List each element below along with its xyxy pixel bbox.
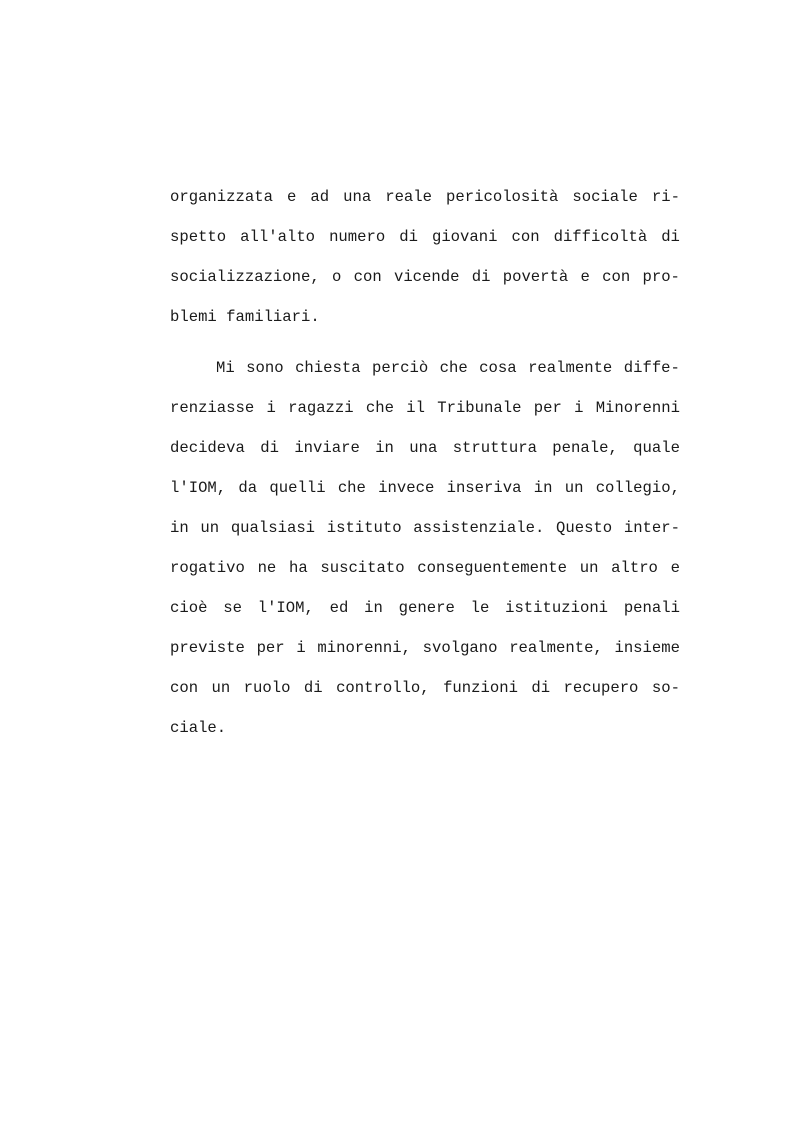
word: recupero xyxy=(563,679,639,697)
word: per xyxy=(533,399,562,417)
word: l'IOM, xyxy=(257,599,314,617)
word: ne xyxy=(257,559,277,577)
word: inseriva xyxy=(446,479,522,497)
word: in xyxy=(170,519,189,537)
word: in xyxy=(375,439,394,457)
word: spetto xyxy=(170,228,227,246)
paragraph-gap xyxy=(170,345,680,356)
text-line xyxy=(170,556,680,596)
word: con xyxy=(170,679,199,697)
word: ed xyxy=(329,599,349,617)
word: assistenziale. xyxy=(413,519,545,537)
word: renziasse xyxy=(170,399,255,417)
word: cosa xyxy=(479,359,517,377)
word: di xyxy=(303,679,323,697)
word: sono xyxy=(246,359,284,377)
word: in xyxy=(364,599,383,617)
body-text xyxy=(170,185,680,756)
text-line xyxy=(170,356,680,396)
word: perciò xyxy=(372,359,429,377)
word: una xyxy=(409,439,438,457)
word: altro xyxy=(611,559,658,577)
word: di xyxy=(471,268,491,286)
word: pro- xyxy=(642,268,680,286)
word: vicende xyxy=(393,268,460,286)
word: un xyxy=(564,479,584,497)
word: il xyxy=(406,399,425,417)
word: inviare xyxy=(294,439,360,457)
word: decideva xyxy=(170,439,245,457)
word: un xyxy=(211,679,231,697)
word: le xyxy=(470,599,490,617)
word: sociale xyxy=(572,188,638,206)
word: di xyxy=(260,439,279,457)
word: quale xyxy=(633,439,680,457)
word: i xyxy=(574,399,584,417)
word: penale, xyxy=(552,439,618,457)
word: diffe- xyxy=(623,359,680,377)
word: realmente xyxy=(528,359,613,377)
word: e xyxy=(670,559,680,577)
text-line xyxy=(170,676,680,716)
word: pericolosità xyxy=(446,188,559,206)
text-line xyxy=(170,265,680,305)
text-line xyxy=(170,185,680,225)
word: Mi xyxy=(216,359,235,377)
word: con xyxy=(602,268,631,286)
word: genere xyxy=(398,599,455,617)
word: Questo xyxy=(556,519,613,537)
word: per xyxy=(256,639,285,657)
word: ragazzi xyxy=(288,399,354,417)
word: istituto xyxy=(326,519,402,537)
word: all'alto xyxy=(240,228,316,246)
text-line xyxy=(170,636,680,676)
word: o xyxy=(332,268,342,286)
word: socializzazione, xyxy=(170,268,320,286)
word: difficoltà xyxy=(553,228,648,246)
word: realmente, xyxy=(509,639,603,657)
text-line xyxy=(170,516,680,556)
word: che xyxy=(365,399,394,417)
word: rogativo xyxy=(170,559,245,577)
word: organizzata xyxy=(170,188,273,206)
word: l'IOM, xyxy=(170,479,227,497)
text-line xyxy=(170,476,680,516)
word: ha xyxy=(288,559,308,577)
word: che xyxy=(337,479,366,497)
text-line xyxy=(170,436,680,476)
text-line xyxy=(170,225,680,265)
word: ruolo xyxy=(243,679,291,697)
word: Tribunale xyxy=(437,399,522,417)
word: cioè xyxy=(170,599,208,617)
word: un xyxy=(579,559,599,577)
word: quelli xyxy=(269,479,326,497)
word: i xyxy=(266,399,276,417)
word: conseguentemente xyxy=(417,559,568,577)
word: qualsiasi xyxy=(230,519,316,537)
word: giovani xyxy=(431,228,498,246)
word: reale xyxy=(385,188,433,206)
word: con xyxy=(353,268,382,286)
word: inter- xyxy=(623,519,680,537)
word: minorenni, xyxy=(317,639,411,657)
text-line xyxy=(170,596,680,636)
word: in xyxy=(533,479,553,497)
word: una xyxy=(343,188,372,206)
word: un xyxy=(200,519,220,537)
word: so- xyxy=(651,679,680,697)
text-line: ciale. xyxy=(170,719,227,737)
word: con xyxy=(511,228,540,246)
text-line xyxy=(170,396,680,436)
text-line: blemi familiari. xyxy=(170,308,320,326)
paragraph-2 xyxy=(170,356,680,756)
word: chiesta xyxy=(295,359,361,377)
word: che xyxy=(439,359,468,377)
word: insieme xyxy=(614,639,680,657)
word: e xyxy=(580,268,590,286)
word: previste xyxy=(170,639,245,657)
word: povertà xyxy=(502,268,569,286)
word: da xyxy=(238,479,258,497)
paragraph-1 xyxy=(170,185,680,345)
word: funzioni xyxy=(443,679,518,697)
word: ad xyxy=(310,188,330,206)
word: controllo, xyxy=(336,679,430,697)
word: di xyxy=(399,228,418,246)
word: ri- xyxy=(651,188,680,206)
word: suscitato xyxy=(320,559,405,577)
word: penali xyxy=(623,599,680,617)
word: di xyxy=(661,228,680,246)
word: struttura xyxy=(452,439,537,457)
word: collegio, xyxy=(595,479,680,497)
word: di xyxy=(531,679,551,697)
word: Minorenni xyxy=(595,399,680,417)
word: i xyxy=(296,639,306,657)
word: se xyxy=(223,599,242,617)
word: invece xyxy=(378,479,435,497)
word: e xyxy=(286,188,297,206)
word: numero xyxy=(329,228,386,246)
word: svolgano xyxy=(422,639,498,657)
word: istituzioni xyxy=(505,599,609,617)
